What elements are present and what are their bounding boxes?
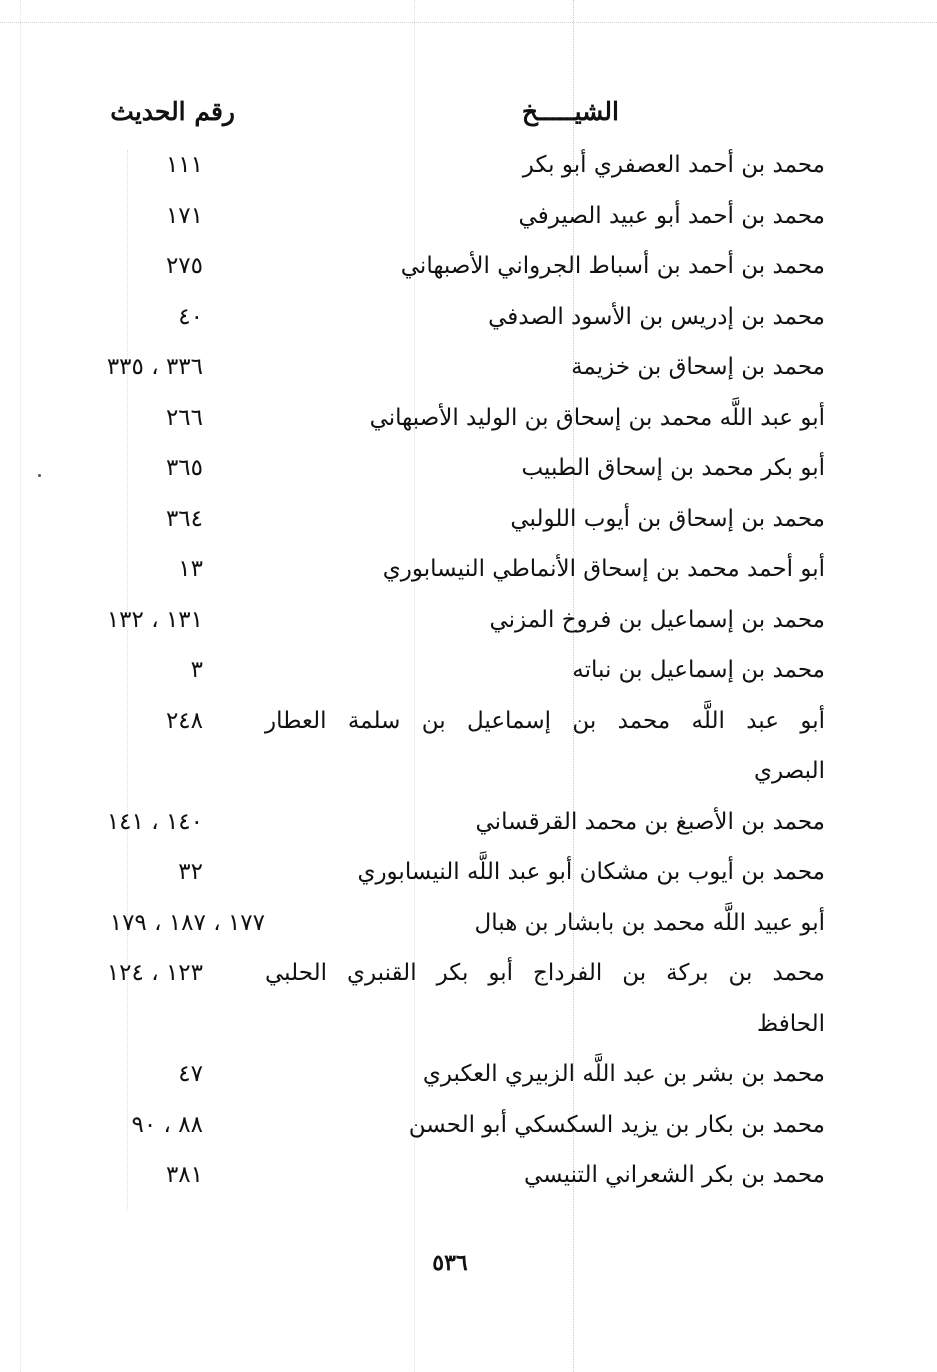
entries-list — [60, 146, 825, 1207]
sheikh-name: محمد بن بشر بن عبد اللَّه الزبيري العكبري — [422, 1061, 825, 1087]
hadith-numbers: ١٤٠ ، ١٤١ — [106, 808, 203, 835]
hadith-numbers: ١٢٣ ، ١٢٤ — [106, 960, 203, 986]
hadith-numbers: ٣٦٥ — [165, 455, 203, 481]
sheikh-name: محمد بن بكر الشعراني التنيسي — [523, 1162, 825, 1188]
sheikh-name: محمد بن أحمد العصفري أبو بكر — [522, 152, 825, 178]
column-header-hadith-number: رقم الحديث — [110, 97, 235, 126]
sheikh-name: محمد بن إسماعيل بن نباته — [572, 657, 825, 683]
hadith-numbers: ١٧٧ ، ١٨٧ ، ١٧٩ — [109, 909, 265, 936]
sheikh-name: محمد بن إسماعيل بن فروخ المزني — [489, 606, 825, 633]
list-item — [60, 348, 825, 399]
hadith-numbers: ٣٣٦ ، ٣٣٥ — [106, 354, 203, 380]
sheikh-name: محمد بن أحمد أبو عبيد الصيرفي — [518, 202, 825, 229]
list-item — [60, 550, 825, 601]
sheikh-name: محمد بن إسحاق بن خزيمة — [571, 354, 825, 380]
list-item — [60, 197, 825, 248]
sheikh-name: أبو عبد اللَّه محمد بن إسحاق بن الوليد الأصبهاني — [369, 404, 825, 431]
hadith-numbers: ٢٧٥ — [165, 253, 203, 279]
page-number: ٥٣٦ — [432, 1250, 468, 1276]
sheikh-name: الحافظ — [756, 1010, 825, 1037]
hadith-numbers: ٢٦٦ — [165, 404, 203, 431]
list-item — [60, 247, 825, 298]
list-item — [60, 1106, 825, 1157]
list-item-continuation — [60, 1005, 825, 1056]
hadith-numbers: ١٣١ ، ١٣٢ — [106, 606, 203, 633]
list-item — [60, 702, 825, 753]
list-item — [60, 500, 825, 551]
hadith-numbers: ١٧١ — [165, 202, 203, 229]
scan-guide-line — [0, 22, 937, 23]
list-item-continuation — [60, 752, 825, 803]
hadith-numbers: ٣٨١ — [165, 1162, 203, 1188]
list-item — [60, 601, 825, 652]
list-item — [60, 853, 825, 904]
list-item — [60, 1055, 825, 1106]
sheikh-name: محمد بن بركة بن الفرداج أبو بكر القنبري الحلبي — [265, 960, 825, 986]
list-item — [60, 399, 825, 450]
sheikh-name: أبو أحمد محمد بن إسحاق الأنماطي النيسابوري — [382, 556, 825, 582]
sheikh-name: أبو عبد اللَّه محمد بن إسماعيل بن سلمة العطار — [265, 707, 825, 734]
hadith-numbers: ١١١ — [165, 152, 203, 178]
sheikh-name: محمد بن إدريس بن الأسود الصدفي — [488, 303, 825, 330]
list-item — [60, 449, 825, 500]
sheikh-name: محمد بن بكار بن يزيد السكسكي أبو الحسن — [408, 1111, 825, 1138]
hadith-numbers: ٤٠ — [178, 303, 203, 330]
list-item — [60, 1156, 825, 1207]
list-item — [60, 803, 825, 854]
column-header-sheikh: الشيـــــخ — [521, 97, 619, 126]
hadith-numbers: ٣٢ — [178, 859, 203, 885]
sheikh-name: محمد بن إسحاق بن أيوب اللولبي — [510, 505, 825, 532]
hadith-numbers: ٣٦٤ — [165, 505, 203, 532]
hadith-numbers: ٤٧ — [178, 1061, 203, 1087]
list-item — [60, 651, 825, 702]
list-item — [60, 146, 825, 197]
sheikh-name: البصري — [754, 758, 825, 784]
hadith-numbers: ٨٨ ، ٩٠ — [131, 1111, 203, 1138]
hadith-numbers: ١٣ — [178, 556, 203, 582]
sheikh-name: محمد بن أحمد بن أسباط الجرواني الأصبهاني — [400, 253, 825, 279]
list-item — [60, 954, 825, 1005]
sheikh-name: أبو عبيد اللَّه محمد بن بابشار بن هبال — [474, 909, 825, 936]
list-item — [60, 298, 825, 349]
sheikh-name: محمد بن الأصبغ بن محمد القرقساني — [475, 808, 825, 835]
sheikh-name: محمد بن أيوب بن مشكان أبو عبد اللَّه النيسابوري — [357, 859, 825, 885]
hadith-numbers: ٣ — [190, 657, 203, 683]
list-item — [60, 904, 825, 955]
sheikh-name: أبو بكر محمد بن إسحاق الطبيب — [521, 455, 825, 481]
hadith-numbers: ٢٤٨ — [165, 707, 203, 734]
